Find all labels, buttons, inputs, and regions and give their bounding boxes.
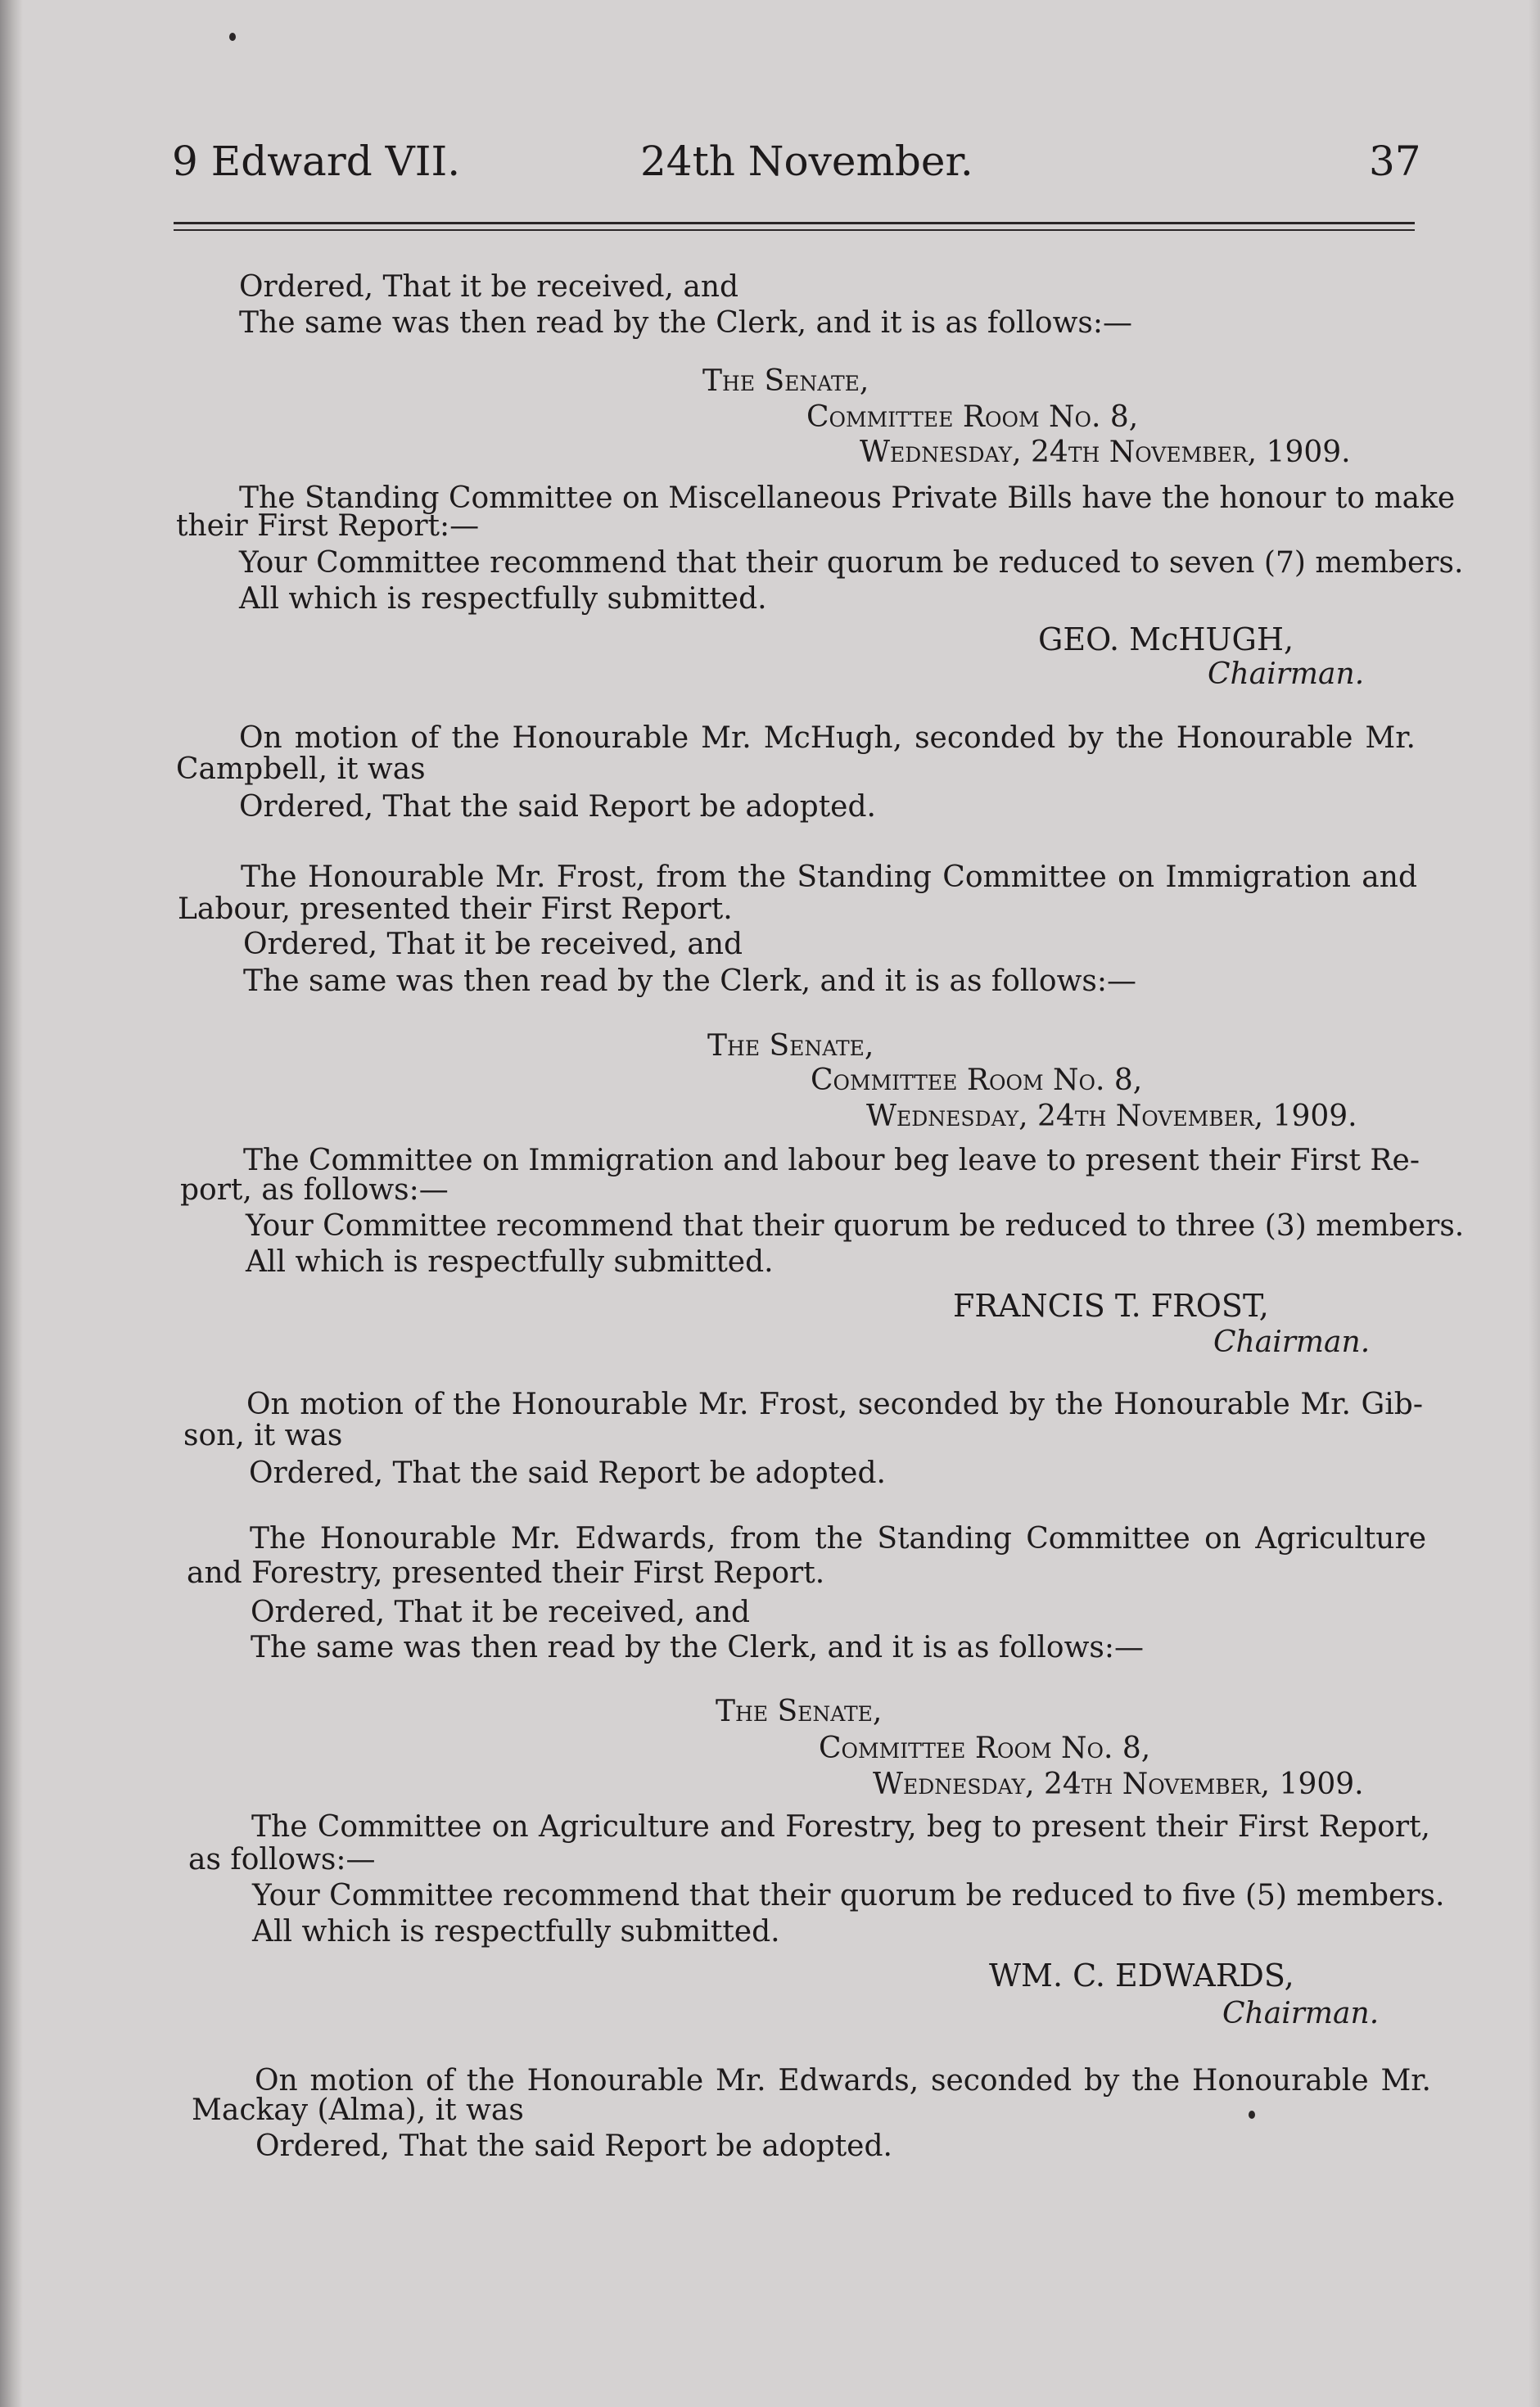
- page-edge-shadow: [1529, 0, 1540, 2407]
- text-line: On motion of the Honourable Mr. McHugh, seconded by the Honourable Mr.: [239, 721, 1416, 755]
- header-rule-bottom: [174, 229, 1415, 231]
- text-line: All which is respectfully submitted.: [239, 582, 767, 616]
- text-line: All which is respectfully submitted.: [252, 1915, 780, 1949]
- page-binding-shadow: [0, 0, 23, 2407]
- text-line: their First Report:—: [176, 509, 480, 543]
- chairman-title: Chairman.: [1222, 1997, 1380, 2030]
- text-line: son, it was: [183, 1419, 343, 1452]
- text-line: Mackay (Alma), it was: [192, 2093, 524, 2127]
- text-line: The same was then read by the Clerk, and it is as follows:—: [251, 1631, 1145, 1664]
- text-line: Your Committee recommend that their quorum be reduced to three (3) members.: [246, 1209, 1465, 1243]
- text-line: Ordered, That the said Report be adopted.: [239, 790, 876, 824]
- text-line: Ordered, That it be received, and: [239, 270, 739, 304]
- text-line: Ordered, That it be received, and: [243, 928, 743, 961]
- chairman-signature: WM. C. EDWARDS,: [989, 1958, 1294, 1994]
- page-number: 37: [1369, 138, 1421, 185]
- text-line: The same was then read by the Clerk, and it is as follows:—: [239, 306, 1133, 340]
- senate-heading: The Senate,: [707, 1029, 874, 1063]
- chairman-signature: GEO. McHUGH,: [1038, 621, 1294, 657]
- text-line: All which is respectfully submitted.: [246, 1245, 774, 1279]
- text-line: Ordered, That the said Report be adopted.: [249, 1456, 886, 1490]
- text-line: Campbell, it was: [176, 752, 426, 786]
- chairman-signature: FRANCIS T. FROST,: [953, 1288, 1269, 1324]
- text-line: On motion of the Honourable Mr. Frost, seconded by the Honourable Mr. Gib-: [246, 1388, 1423, 1421]
- committee-room: Committee Room No. 8,: [806, 400, 1139, 434]
- header-rule-top: [174, 222, 1415, 224]
- running-head-regnal-year: 9 Edward VII.: [172, 138, 461, 185]
- text-line: The same was then read by the Clerk, and it is as follows:—: [243, 964, 1137, 998]
- senate-heading: The Senate,: [702, 364, 869, 398]
- committee-room: Committee Room No. 8,: [819, 1732, 1151, 1765]
- chairman-title: Chairman.: [1213, 1325, 1371, 1359]
- report-date: Wednesday, 24th November, 1909.: [866, 1100, 1357, 1133]
- senate-heading: The Senate,: [716, 1695, 883, 1728]
- text-line: as follows:—: [188, 1843, 376, 1876]
- report-date: Wednesday, 24th November, 1909.: [873, 1768, 1364, 1801]
- text-line: and Forestry, presented their First Report.: [187, 1556, 825, 1590]
- ink-speck: [229, 33, 236, 41]
- text-line: Ordered, That the said Report be adopted.: [255, 2129, 892, 2163]
- text-line: port, as follows:—: [180, 1173, 449, 1207]
- running-head-date: 24th November.: [640, 138, 973, 185]
- committee-room: Committee Room No. 8,: [811, 1064, 1143, 1097]
- text-line: Your Committee recommend that their quorum be reduced to seven (7) members.: [239, 546, 1464, 580]
- text-line: The Committee on Agriculture and Forestry, beg to present their First Report,: [251, 1810, 1430, 1844]
- text-line: The Honourable Mr. Frost, from the Standing Committee on Immigration and: [241, 860, 1417, 894]
- text-line: The Committee on Immigration and labour beg leave to present their First Re-: [243, 1144, 1420, 1177]
- text-line: The Standing Committee on Miscellaneous Private Bills have the honour to make: [239, 481, 1456, 515]
- text-line: Labour, presented their First Report.: [178, 892, 733, 926]
- report-date: Wednesday, 24th November, 1909.: [860, 436, 1351, 469]
- chairman-title: Chairman.: [1208, 657, 1365, 691]
- text-line: Ordered, That it be received, and: [251, 1596, 751, 1629]
- ink-speck: [1249, 2111, 1255, 2119]
- text-line: On motion of the Honourable Mr. Edwards, seconded by the Honourable Mr.: [255, 2064, 1431, 2098]
- text-line: Your Committee recommend that their quorum be reduced to five (5) members.: [252, 1879, 1445, 1913]
- text-line: The Honourable Mr. Edwards, from the Standing Committee on Agriculture: [250, 1522, 1426, 1556]
